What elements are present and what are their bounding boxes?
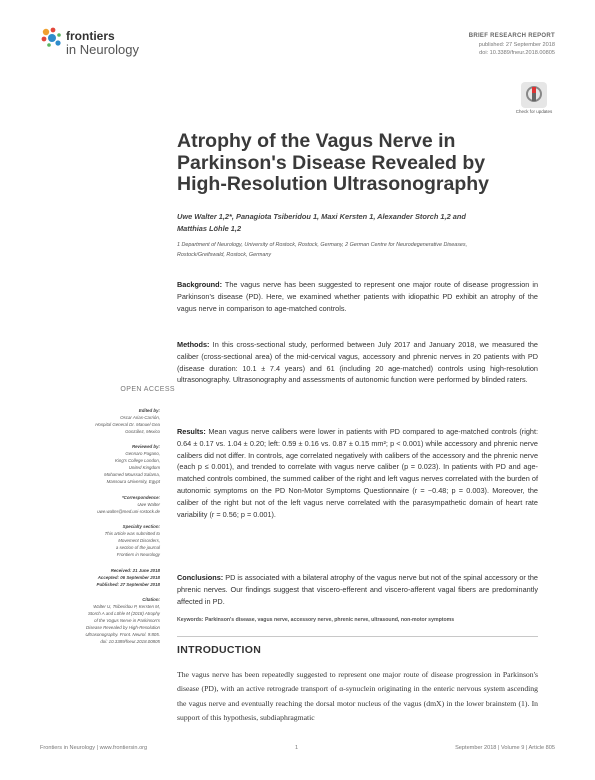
journal-name-1: frontiers: [66, 29, 115, 43]
sidebar-correspondence: [40, 494, 160, 515]
editor-line: Hospital General Dr. Manuel Gea: [95, 422, 160, 427]
check-updates-label: Check for updates: [515, 109, 553, 114]
section-divider: [177, 636, 538, 637]
reviewer-line: Gennaro Pagano,: [125, 451, 160, 456]
reviewer-line: King's College London,: [114, 458, 160, 463]
methods-text: In this cross-sectional study, performed between July 2017 and January 2018, we measured the caliber (cross-sectional area) of the mid-cervical vagus, accessory and phrenic nerves in 20 patients with PD (disease duration: 10.1 ± 7.4 years) and 61 (including 20 age-matched) controls using high-resolution ultrasonography. Ultrasonography and assessments of autonomic function were performed by blinded raters.: [177, 340, 538, 385]
published-date-sidebar: Published: 27 September 2018: [96, 582, 160, 587]
article-type: BRIEF RESEARCH REPORT: [468, 33, 555, 39]
abstract-background: [177, 279, 538, 314]
reviewed-label: Reviewed by:: [131, 444, 160, 449]
reviewer-line: United Kingdom: [128, 465, 160, 470]
page-number: 1: [295, 745, 299, 751]
citation-line: Disease Revealed by High-Resolution: [86, 625, 160, 630]
sidebar-specialty: [40, 523, 160, 558]
citation-line: Walter U, Tsiberidou P, Kersten M,: [93, 604, 160, 609]
frontiers-logo-icon: [40, 26, 64, 50]
specialty-line: Movement Disorders,: [118, 538, 160, 543]
specialty-line: Frontiers in Neurology: [116, 552, 160, 557]
abstract-results: [177, 426, 538, 520]
sidebar-edited: [40, 407, 160, 435]
doi[interactable]: doi: 10.3389/fneur.2018.00805: [479, 50, 555, 56]
authors-line-2: Matthias Löhle 1,2: [177, 224, 242, 233]
introduction-body: The vagus nerve has been repeatedly suggested to represent one major route of disease progression in Parkinson's disease (PD), with an active retrograde transport of α-synuclein originating in the enteric nervous system ascending the vagus nerve and eventually reaching the dorsal motor nucleus of the vagus (dmX) in the lower brainstem (1). In support of this hypothesis, subdiaphragmatic: [177, 670, 538, 722]
sidebar-dates: [40, 567, 160, 588]
citation-label: Citation:: [142, 597, 160, 602]
authors-line-1: Uwe Walter 1,2*, Panagiota Tsiberidou 1, Maxi Kersten 1, Alexander Storch 1,2 and: [177, 212, 466, 221]
results-label: Results:: [177, 427, 206, 436]
results-text: Mean vagus nerve calibers were lower in patients with PD compared to age-matched controls (right: 0.64 ± 0.17 vs. 1.04 ± 0.20; left: 0.59 ± 0.16 vs. 0.87 ± 0.15 mm²; p < 0.001) while accessory and phrenic nerve calibers did not differ. In controls, age correlated negatively with calibers of the accessory and the phrenic nerve (each p ≤ 0.001), and trended to correlate with vagus nerve caliber (p = 0.023). In patients with PD and age-matched controls combined, the summed caliber of the right and left vagus nerves correlated with the burden of autonomic symptoms on the PD Non-Motor Symptoms Questionnaire (r = −0.48; p = 0.003). Moreover, the caliber of the right but not of the left vagus nerve correlated with the parasympathetic domain of heart rate variability (r = 0.56; p = 0.001).: [177, 427, 538, 519]
specialty-label: Specialty section:: [122, 524, 160, 529]
footer-issue: September 2018 | Volume 9 | Article 805: [455, 745, 555, 751]
citation-line[interactable]: doi: 10.3389/fneur.2018.00805: [100, 639, 160, 644]
sidebar-reviewed: [40, 443, 160, 485]
editor-line: Oscar Arias-Carrión,: [120, 415, 160, 420]
abstract-methods: [177, 339, 538, 386]
introduction-heading: INTRODUCTION: [177, 644, 262, 656]
journal-logo[interactable]: [40, 24, 160, 64]
specialty-line: This article was submitted to: [104, 531, 160, 536]
background-text: The vagus nerve has been suggested to represent one major route of disease progression in Parkinson's disease (PD). Here, we examined whether patients with idiopathic PD exhibit an atrophy of the vagus nerve in comparison to age-matched controls.: [177, 280, 539, 313]
authors: [177, 211, 537, 235]
citation-line: Ultrasonography. Front. Neurol. 9:805.: [85, 632, 160, 637]
affiliation-line-1: 1 Department of Neurology, University of Rostock, Rostock, Germany, 2 German Centre for Neurodegenerative Diseases,: [177, 242, 468, 248]
background-label: Background:: [177, 280, 222, 289]
footer-journal[interactable]: Frontiers in Neurology | www.frontiersin.org: [40, 745, 148, 751]
correspondence-name: Uwe Walter: [137, 502, 160, 507]
correspondence-label: *Correspondence:: [121, 495, 160, 500]
specialty-line: a section of the journal: [115, 545, 160, 550]
citation-line: Storch A and Löhle M (2018) Atrophy: [88, 611, 160, 616]
received-date: Received: 21 June 2018: [110, 568, 160, 573]
correspondence-email[interactable]: uwe.walter@med.uni-rostock.de: [97, 509, 160, 514]
article-title: Atrophy of the Vagus Nerve in Parkinson's Disease Revealed by High-Resolution Ultrasonography: [177, 130, 489, 195]
open-access-label: OPEN ACCESS: [120, 386, 175, 393]
conclusions-text: PD is associated with a bilateral atrophy of the vagus nerve but not of the spinal accessory or the phrenic nerves. Our findings suggest that viscero-efferent and viscero-afferent vagal fibers are predominantly affected in PD.: [177, 573, 538, 606]
check-for-updates-button[interactable]: [521, 82, 547, 108]
citation-line: of the Vagus Nerve in Parkinson's: [94, 618, 160, 623]
editor-line: González, Mexico: [125, 429, 160, 434]
journal-name-2: in Neurology: [66, 42, 139, 57]
keywords: Keywords: Parkinson's disease, vagus nerve, accessory nerve, phrenic nerve, ultrasound, non-motor symptoms: [177, 617, 455, 623]
published-date: published: 27 September 2018: [478, 42, 555, 48]
affiliations: [177, 240, 537, 260]
reviewer-line: Mansoura University, Egypt: [106, 479, 160, 484]
affiliation-line-2: Rostock/Greifswald, Rostock, Germany: [177, 252, 272, 258]
methods-label: Methods:: [177, 340, 210, 349]
reviewer-line: Mohamed Moussad Salama,: [104, 472, 160, 477]
edited-label: Edited by:: [138, 408, 160, 413]
abstract-conclusions: [177, 572, 538, 607]
check-updates-icon: [521, 82, 547, 108]
sidebar-citation: [40, 596, 160, 645]
accepted-date: Accepted: 06 September 2018: [97, 575, 160, 580]
conclusions-label: Conclusions:: [177, 573, 224, 582]
